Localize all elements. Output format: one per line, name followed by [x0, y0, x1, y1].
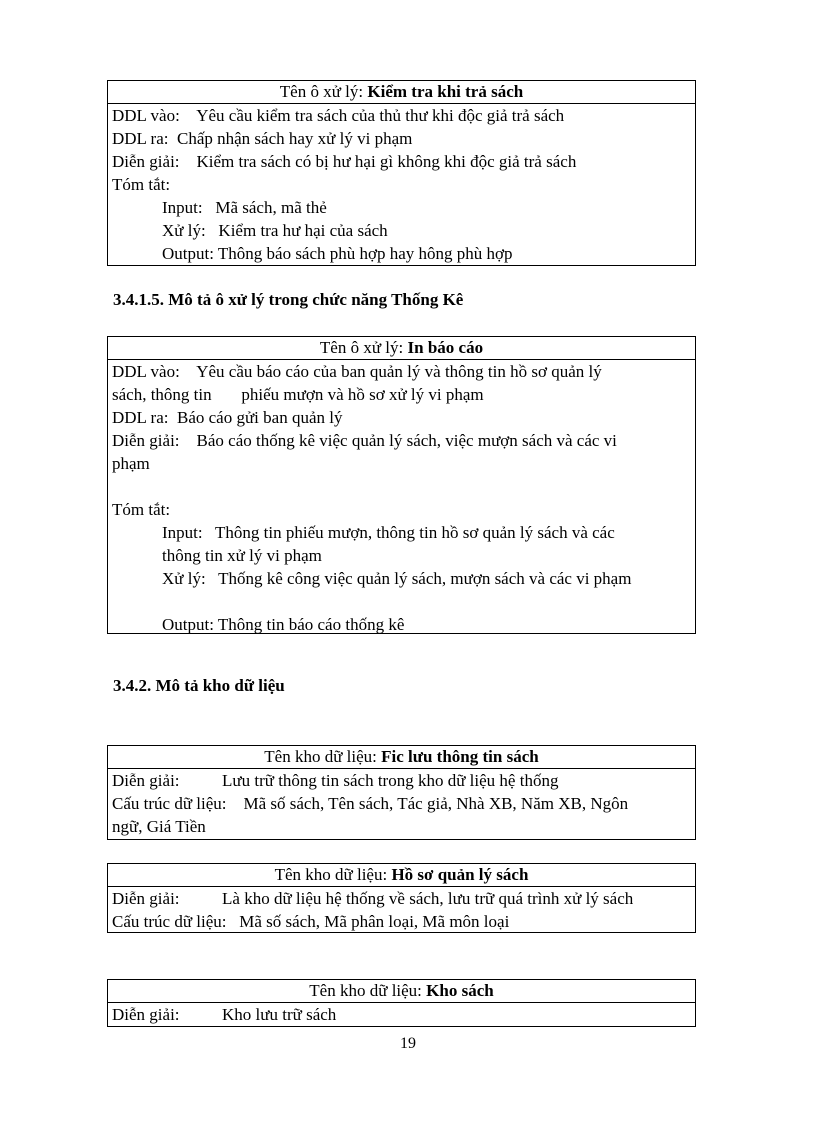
header-value: Fic lưu thông tin sách: [381, 747, 539, 766]
input-line: Input: Mã sách, mã thẻ: [162, 198, 327, 217]
datastore-box-book-records: [107, 863, 696, 933]
data-structure-cont: ngữ, Giá Tiền: [112, 817, 206, 836]
box-header: [108, 337, 695, 360]
ddl-in-cont: sách, thông tin phiếu mượn và hồ sơ xử lý vi phạm: [112, 385, 484, 404]
description: Diễn giải: Kiểm tra sách có bị hư hại gì không khi độc giả trả sách: [112, 152, 577, 171]
header-label: Tên kho dữ liệu:: [274, 865, 388, 884]
description-cont: phạm: [112, 454, 150, 473]
section-heading-data-store: 3.4.2. Mô tả kho dữ liệu: [113, 676, 285, 695]
page-number: 19: [400, 1035, 416, 1052]
box-header: [108, 746, 695, 769]
header-value: Kho sách: [426, 981, 494, 1000]
datastore-box-book-info: [107, 745, 696, 840]
description: Diễn giải: Kho lưu trữ sách: [112, 1005, 337, 1024]
input-line-cont: thông tin xử lý vi phạm: [162, 546, 322, 565]
datastore-box-book-storage: [107, 979, 696, 1027]
ddl-out: DDL ra: Báo cáo gửi ban quản lý: [112, 408, 343, 427]
section-heading-statistics: 3.4.1.5. Mô tả ô xử lý trong chức năng Thống Kê: [113, 290, 464, 309]
process-line: Xử lý: Kiểm tra hư hại của sách: [162, 221, 388, 240]
data-structure: Cấu trúc dữ liệu: Mã số sách, Mã phân loại, Mã môn loại: [112, 912, 510, 931]
input-line: Input: Thông tin phiếu mượn, thông tin hồ sơ quản lý sách và các: [162, 523, 615, 542]
header-label: Tên kho dữ liệu:: [264, 747, 377, 766]
description: Diễn giải: Là kho dữ liệu hệ thống về sách, lưu trữ quá trình xử lý sách: [112, 889, 634, 908]
data-structure: Cấu trúc dữ liệu: Mã số sách, Tên sách, Tác giả, Nhà XB, Năm XB, Ngôn: [112, 794, 629, 813]
header-label: Tên ô xử lý:: [279, 82, 364, 101]
ddl-in: DDL vào: Yêu cầu báo cáo của ban quản lý và thông tin hồ sơ quản lý: [112, 362, 602, 381]
header-label: Tên kho dữ liệu:: [309, 981, 422, 1000]
box-header: [108, 81, 695, 104]
ddl-in: DDL vào: Yêu cầu kiểm tra sách của thủ thư khi độc giả trả sách: [112, 106, 565, 125]
header-label: Tên ô xử lý:: [319, 338, 404, 357]
header-value: Hồ sơ quản lý sách: [391, 865, 529, 884]
process-box-report: [107, 336, 696, 634]
description: Diễn giải: Báo cáo thống kê việc quản lý sách, việc mượn sách và các vi: [112, 431, 617, 450]
description: Diễn giải: Lưu trữ thông tin sách trong kho dữ liệu hệ thống: [112, 771, 559, 790]
header-value: In báo cáo: [407, 338, 484, 357]
box-header: [108, 980, 695, 1003]
output-line: Output: Thông tin báo cáo thống kê: [162, 615, 405, 634]
ddl-out: DDL ra: Chấp nhận sách hay xử lý vi phạm: [112, 129, 413, 148]
process-line: Xử lý: Thống kê công việc quản lý sách, mượn sách và các vi phạm: [162, 569, 632, 588]
summary-label: Tóm tắt:: [112, 175, 171, 194]
process-box-return-check: [107, 80, 696, 266]
summary-label: Tóm tắt:: [112, 500, 171, 519]
output-line: Output: Thông báo sách phù hợp hay hông phù hợp: [162, 244, 513, 263]
header-value: Kiểm tra khi trả sách: [367, 82, 524, 101]
box-header: [108, 864, 695, 887]
